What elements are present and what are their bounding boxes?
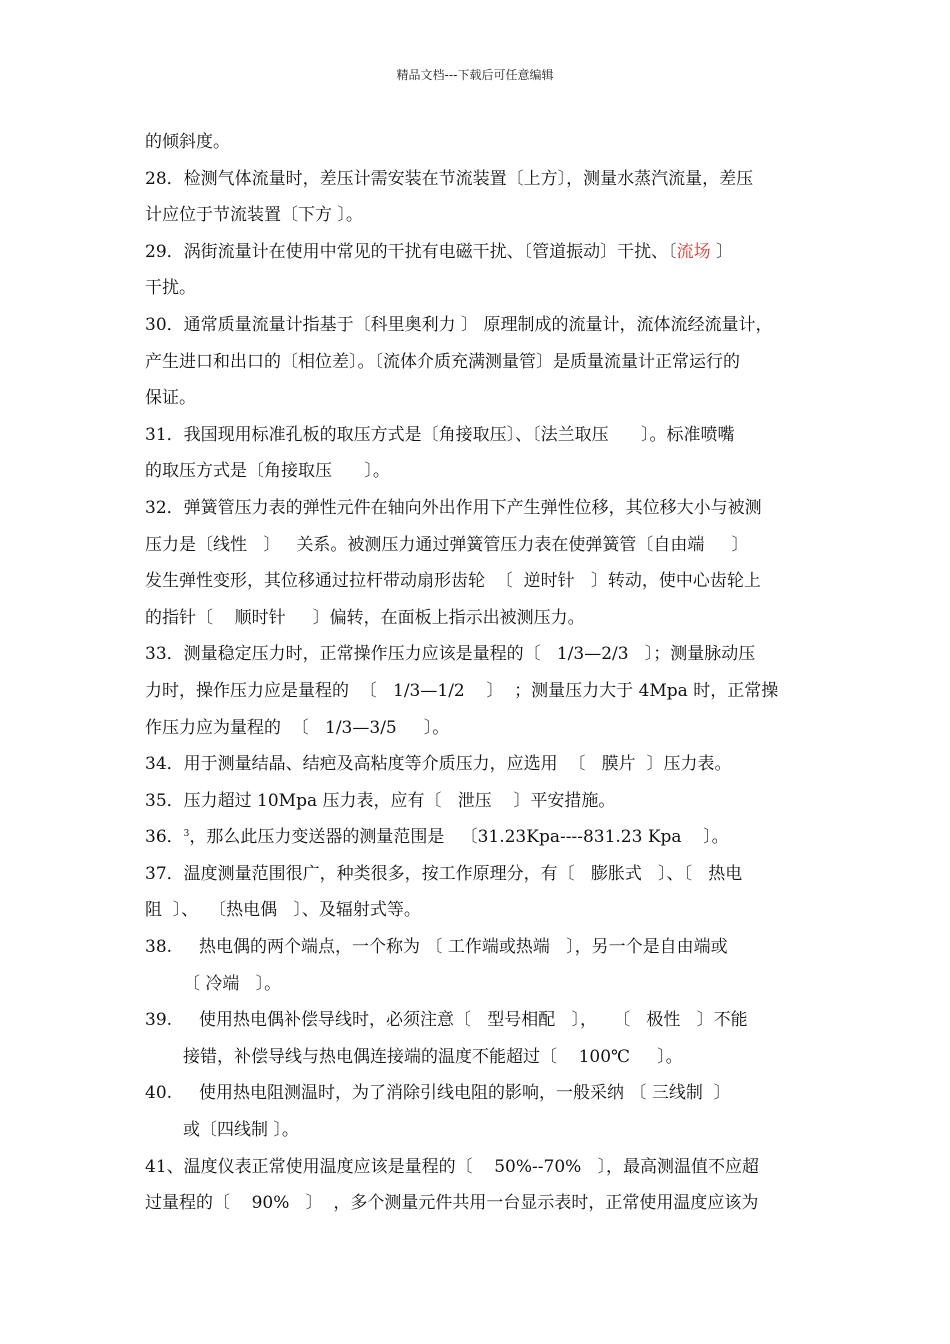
text-line: 阻 〕、 〔热电偶 〕、及辐射式等。 <box>145 900 421 921</box>
question-32: 32．弹簧管压力表的弹性元件在轴向外出作用下产生弹性位移，其位移大小与被测 <box>145 497 762 518</box>
text-line: 力时，操作压力应是量程的 〔 1/3—1/2 〕 ；测量压力大于 4Mpa 时，正常操 <box>145 680 779 701</box>
text-line: 的指针〔 顺时针 〕偏转，在面板上指示出被测压力。 <box>145 607 585 628</box>
text-segment: 〕 <box>710 241 734 262</box>
question-38: 38. 热电偶的两个端点，一个称为 〔 工作端或热端 〕，另一个是自由端或 <box>145 937 728 958</box>
text-line: 作压力应为量程的 〔 1/3—3/5 〕。 <box>145 717 450 738</box>
question-34: 34．用于测量结晶、结疤及高粘度等介质压力，应选用 〔 膜片 〕压力表。 <box>145 754 732 775</box>
text-segment: 36． <box>145 827 184 848</box>
text-line: 干扰。 <box>145 278 196 299</box>
text-segment: 29．涡街流量计在使用中常见的干扰有电磁干扰、〔管道振动〕干扰、〔 <box>145 241 677 262</box>
text-line: 接错，补偿导线与热电偶连接端的温度不能超过〔 100℃ 〕。 <box>183 1046 683 1067</box>
question-41: 41、温度仪表正常使用温度应该是量程的〔 50%--70% 〕，最高测温值不应超 <box>145 1156 760 1177</box>
page-header: 精品文档---下载后可任意编辑 <box>396 68 554 82</box>
text-line: 过量程的〔 90% 〕 ，多个测量元件共用一台显示表时，正常使用温度应该为 <box>145 1193 759 1214</box>
question-37: 37．温度测量范围很广，种类很多，按工作原理分，有〔 膨胀式 〕、〔 热电 <box>145 863 743 884</box>
text-segment: ，那么此压力变送器的测量范围是 〔31.23Kpa----831.23 Kpa 〕。 <box>189 827 729 848</box>
question-36 <box>145 819 845 856</box>
question-28: 28．检测气体流量时，差压计需安装在节流装置〔上方〕，测量水蒸汽流量，差压 <box>145 168 754 189</box>
question-29 <box>145 234 845 271</box>
document-body <box>145 124 845 1222</box>
question-40: 40. 使用热电阻测温时，为了消除引线电阻的影响，一般采纳 〔 三线制 〕 <box>145 1083 731 1104</box>
text-line: 的倾斜度。 <box>145 132 230 152</box>
text-line: 计应位于节流装置〔下方 〕。 <box>145 205 363 226</box>
text-line: 的取压方式是〔角接取压 〕。 <box>145 461 390 482</box>
question-30: 30．通常质量流量计指基于〔科里奥利力 〕 原理制成的流量计，流体流经流量计， <box>145 314 773 335</box>
text-line: 产生进口和出口的〔相位差〕。〔流体介质充满测量管〕是质量流量计正常运行的 <box>145 351 740 372</box>
question-39: 39. 使用热电偶补偿导线时，必须注意〔 型号相配 〕， 〔 极性 〕不能 <box>145 1010 748 1031</box>
text-line: 发生弹性变形，其位移通过拉杆带动扇形齿轮 〔 逆时针 〕转动，使中心齿轮上 <box>145 571 761 592</box>
text-line: 保证。 <box>145 388 196 409</box>
text-line: 压力是〔线性 〕 关系。被测压力通过弹簧管压力表在使弹簧管〔自由端 〕 <box>145 534 749 555</box>
text-line: 或〔四线制 〕。 <box>183 1120 299 1141</box>
question-33: 33．测量稳定压力时，正常操作压力应该是量程的〔 1/3—2/3 〕；测量脉动压 <box>145 644 756 665</box>
question-35: 35．压力超过 10Mpa 压力表，应有〔 泄压 〕平安措施。 <box>145 790 616 811</box>
text-line: 〔 冷端 〕。 <box>183 973 282 994</box>
superscript: 3 <box>183 829 190 840</box>
question-31: 31．我国现用标准孔板的取压方式是〔角接取压〕、〔法兰取压 〕。标准喷嘴 <box>145 424 735 445</box>
highlighted-answer: 流场 <box>676 241 711 262</box>
